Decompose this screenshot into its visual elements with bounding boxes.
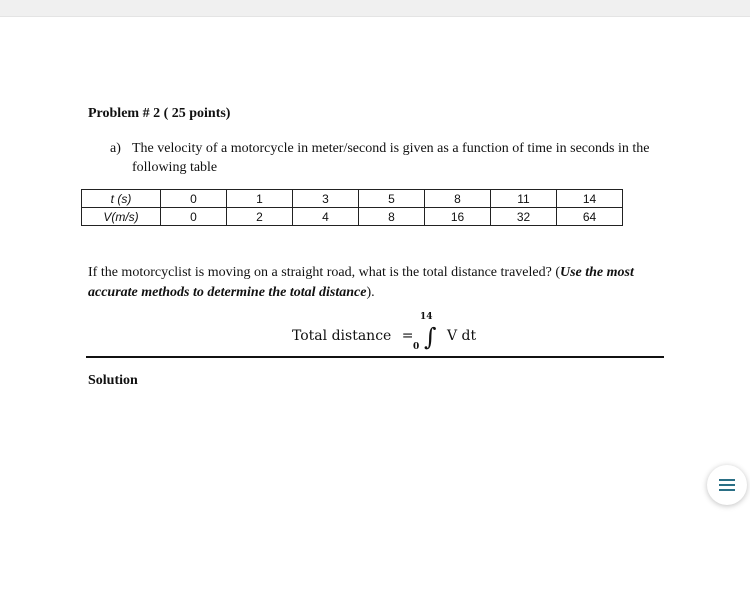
cell: 32 [491,208,557,226]
part-a-label: a) [110,141,121,156]
cell: 64 [557,208,623,226]
divider [86,356,664,358]
velocity-table [81,189,623,226]
row-header: t (s) [82,190,161,208]
solution-label: Solution [88,373,138,388]
part-a-text: The velocity of a motorcycle in meter/second is given as a function of time in seconds in the following table [132,141,650,175]
integral-sign-icon: ∫ [423,323,437,351]
cell: 4 [293,208,359,226]
row-header: V(m/s) [82,208,161,226]
cell: 5 [359,190,425,208]
question-end: ). [366,285,375,300]
question-text [88,263,668,303]
question-main: If the motorcyclist is moving on a straight road, what is the total distance traveled? ( [88,265,560,280]
cell: 3 [293,190,359,208]
cell: 0 [161,208,227,226]
formula [292,312,477,352]
question-emphasis: Use the most accurate methods to determine the total distance [88,265,634,300]
integrand: V dt [446,328,477,344]
hamburger-menu-button[interactable] [707,465,747,505]
cell: 2 [227,208,293,226]
top-bar [0,0,750,17]
cell: 1 [227,190,293,208]
lower-limit: 0 [413,342,420,352]
cell: 0 [161,190,227,208]
table-row [82,190,623,208]
cell: 8 [359,208,425,226]
formula-equals: = [401,328,414,344]
formula-lhs: Total distance [292,328,392,344]
upper-limit: 14 [420,312,433,322]
cell: 14 [557,190,623,208]
cell: 11 [491,190,557,208]
problem-title: Problem # 2 ( 25 points) [88,106,231,121]
cell: 8 [425,190,491,208]
part-a [110,139,670,177]
table-row [82,208,623,226]
cell: 16 [425,208,491,226]
